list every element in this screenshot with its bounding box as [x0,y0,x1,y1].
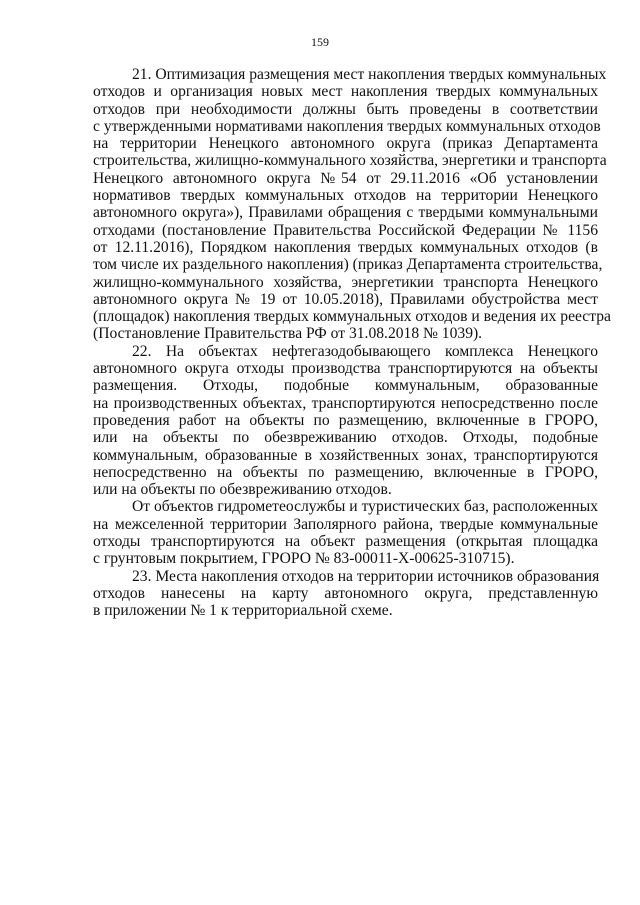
text-line: отходов и организация новых мест накопления твердых коммунальных [93,83,598,101]
text-line: автономного округа отходы производства транспортируются на объекты [93,360,598,378]
paragraph [93,343,598,499]
paragraph [93,568,598,620]
text-line: Ненецкого автономного округа №54 от 29.11.2016 «Об установлении [93,169,598,187]
text-line: в приложении № 1 к территориальной схеме. [93,602,393,620]
paragraph [93,498,598,567]
text-line: жилищно-коммунального хозяйства, энергетикии транспорта Ненецкого [93,273,598,291]
text-line: от 12.11.2016), Порядком накопления твердых коммунальных отходов (в [93,238,598,256]
text-line: на производственных объектах, транспортируются непосредственно после [93,394,598,412]
text-line: непосредственно на объекты по размещению, включенные в ГРОРО, [93,463,598,481]
page-number: 159 [311,35,329,49]
text-line: строительства, жилищно-коммунального хозяйства, энергетики и транспорта [93,152,607,170]
text-line: или на объекты по обезвреживанию отходов. [93,481,392,499]
text-line: отходами (постановление Правительства Российской Федерации № 1156 [93,221,598,239]
text-line: (Постановление Правительства РФ от 31.08.2018 № 1039). [93,325,483,343]
text-line: нормативов твердых коммунальных отходов на территории Ненецкого [93,187,598,205]
text-line: с грунтовым покрытием, ГРОРО № 83-00011-Х-00625-310715). [93,550,515,568]
text-line: (площадок) накопления твердых коммунальных отходов и ведения их реестра [93,308,611,326]
text-line: 22. На объектах нефтегазодобывающего комплекса Ненецкого [132,342,598,360]
text-line: отходов при необходимости должны быть проведены в соответствии [93,100,598,118]
document-body [93,66,611,620]
text-line: размещения. Отходы, подобные коммунальным, образованные [93,377,598,395]
text-line: на межселенной территории Заполярного района, твердые коммунальные [93,515,598,533]
text-line: 21. Оптимизация размещения мест накопления твердых коммунальных [132,66,607,83]
text-line: том числе их раздельного накопления) (приказ Департамента строительства, [93,256,603,274]
text-line: отходов нанесены на карту автономного округа, представленную [93,584,598,602]
text-line: 23. Места накопления отходов на территории источников образования [132,567,600,585]
text-line: или на объекты по обезвреживанию отходов. Отходы, подобные [93,429,598,447]
text-line: отходы транспортируются на объект размещения (открытая площадка [93,533,598,551]
text-line: на территории Ненецкого автономного округа (приказ Департамента [93,135,598,153]
text-line: проведения работ на объекты по размещению, включенные в ГРОРО, [93,411,598,429]
text-line: коммунальным, образованные в хозяйственных зонах, транспортируются [93,446,598,464]
text-line: От объектов гидрометеослужбы и туристических баз, расположенных [132,498,598,516]
text-line: с утвержденными нормативами накопления твердых коммунальных отходов [93,117,601,135]
text-line: автономного округа № 19 от 10.05.2018), Правилами обустройства мест [93,290,598,308]
text-line: автономного округа»), Правилами обращения с твердыми коммунальными [93,204,598,222]
paragraph [93,66,611,343]
